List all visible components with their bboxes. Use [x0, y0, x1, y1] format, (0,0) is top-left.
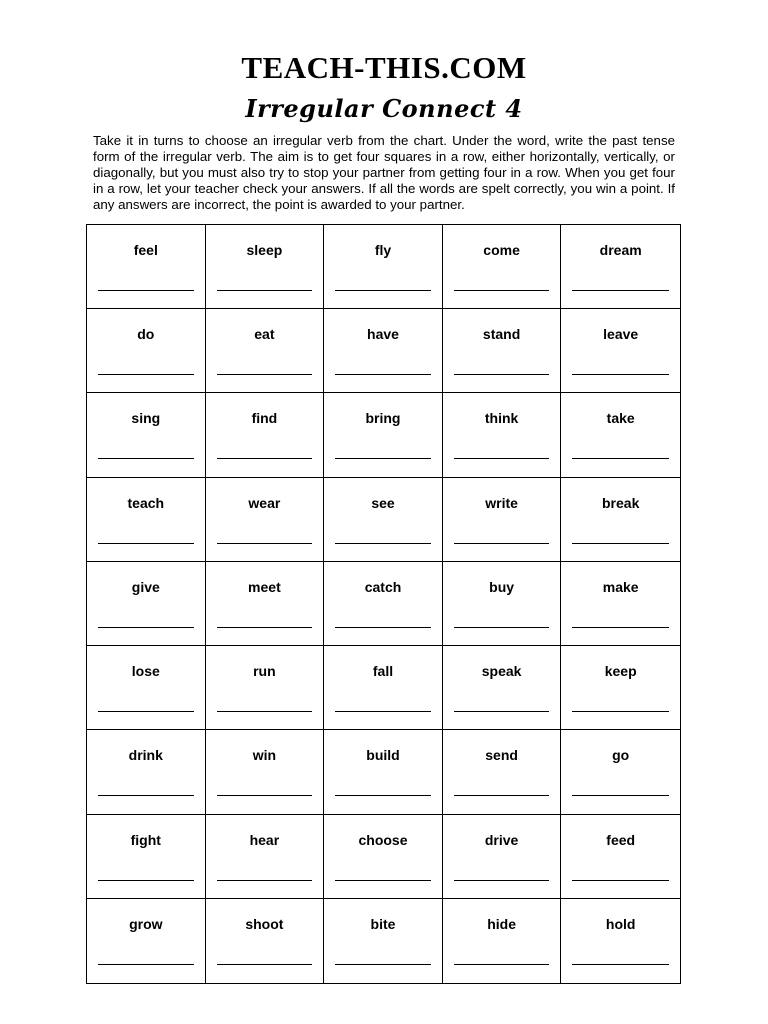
verb-label: lose — [131, 663, 160, 680]
verb-label: sing — [131, 410, 161, 427]
worksheet-title: Irregular Connect 4 — [245, 94, 523, 123]
answer-line[interactable] — [572, 458, 669, 459]
verb-label: hear — [249, 831, 280, 848]
grid-cell[interactable] — [324, 225, 443, 309]
answer-line[interactable] — [217, 964, 313, 965]
verb-label: bring — [365, 410, 401, 427]
verb-label: fight — [130, 831, 161, 848]
answer-line[interactable] — [98, 711, 194, 712]
verb-label: drive — [484, 831, 519, 848]
grid-cell[interactable] — [324, 646, 443, 730]
answer-line[interactable] — [335, 964, 431, 965]
verb-label: take — [606, 410, 635, 427]
grid-cell[interactable] — [206, 393, 325, 477]
answer-line[interactable] — [98, 795, 194, 796]
answer-line[interactable] — [572, 627, 669, 628]
instructions-paragraph: Take it in turns to choose an irregular verb from the chart. Under the word, write the past tense form of the irregular verb. The aim is to get four squares in a row, either horizontally, vertically, or diagonally, but you must also try to stop your partner from getting four in a row. When you get four in a row, let your teacher check your answers. If all the words are spelt correctly, you win a point. If any answers are incorrect, the point is awarded to your partner. — [93, 133, 675, 212]
verb-label: hold — [605, 915, 636, 932]
verb-label: fall — [372, 663, 394, 680]
verb-label: fly — [374, 242, 392, 258]
grid-cell[interactable] — [206, 478, 325, 562]
answer-line[interactable] — [98, 290, 194, 291]
grid-cell[interactable] — [561, 815, 680, 899]
answer-line[interactable] — [454, 627, 550, 628]
verb-label: meet — [248, 578, 281, 595]
answer-line[interactable] — [217, 795, 313, 796]
grid-cell[interactable] — [561, 899, 680, 983]
grid-cell[interactable] — [443, 815, 562, 899]
grid-cell[interactable] — [87, 646, 206, 730]
verb-label: find — [251, 410, 278, 427]
site-title: TEACH-THIS.COM — [241, 50, 527, 85]
verb-label: send — [485, 747, 518, 764]
answer-line[interactable] — [454, 964, 550, 965]
answer-line[interactable] — [572, 290, 669, 291]
verb-label: bite — [370, 915, 396, 932]
verb-label: write — [485, 494, 518, 511]
answer-line[interactable] — [454, 880, 550, 881]
verb-label: feel — [133, 242, 158, 258]
grid-cell[interactable] — [561, 393, 680, 477]
answer-line[interactable] — [98, 458, 194, 459]
verb-label: grow — [129, 915, 163, 932]
verb-label: eat — [254, 326, 275, 343]
answer-line[interactable] — [217, 458, 313, 459]
grid-cell[interactable] — [561, 225, 680, 309]
grid-cell[interactable] — [443, 899, 562, 983]
answer-line[interactable] — [572, 543, 669, 544]
answer-line[interactable] — [572, 880, 669, 881]
verb-label: sleep — [246, 242, 283, 258]
grid-cell[interactable] — [206, 646, 325, 730]
verb-label: drink — [128, 747, 163, 764]
answer-line[interactable] — [454, 543, 550, 544]
verb-label: choose — [358, 831, 408, 848]
verb-label: have — [367, 326, 399, 343]
answer-line[interactable] — [98, 543, 194, 544]
answer-line[interactable] — [454, 795, 550, 796]
verb-label: make — [602, 578, 639, 595]
verb-label: think — [484, 410, 519, 427]
answer-line[interactable] — [335, 458, 431, 459]
verb-label: dream — [599, 242, 642, 258]
grid-cell[interactable] — [443, 309, 562, 393]
answer-line[interactable] — [572, 795, 669, 796]
answer-line[interactable] — [98, 374, 194, 375]
grid-cell[interactable] — [87, 815, 206, 899]
grid-cell[interactable] — [324, 478, 443, 562]
verb-grid — [86, 224, 681, 984]
grid-cell[interactable] — [206, 815, 325, 899]
answer-line[interactable] — [454, 374, 550, 375]
answer-line[interactable] — [335, 711, 431, 712]
grid-cell[interactable] — [561, 730, 680, 814]
grid-cell[interactable] — [206, 730, 325, 814]
grid-cell[interactable] — [87, 730, 206, 814]
grid-cell[interactable] — [324, 562, 443, 646]
grid-cell[interactable] — [561, 646, 680, 730]
verb-label: wear — [248, 494, 281, 511]
answer-line[interactable] — [335, 627, 431, 628]
verb-label: teach — [127, 494, 165, 511]
verb-label: win — [252, 747, 277, 764]
answer-line[interactable] — [217, 880, 313, 881]
verb-label: leave — [603, 326, 639, 343]
grid-cell[interactable] — [443, 646, 562, 730]
verb-label: feed — [606, 831, 636, 848]
grid-cell[interactable] — [443, 562, 562, 646]
answer-line[interactable] — [217, 711, 313, 712]
answer-line[interactable] — [335, 374, 431, 375]
grid-cell[interactable] — [87, 899, 206, 983]
grid-cell[interactable] — [87, 562, 206, 646]
grid-cell[interactable] — [324, 899, 443, 983]
verb-label: catch — [364, 578, 402, 595]
grid-cell[interactable] — [561, 478, 680, 562]
grid-cell[interactable] — [206, 899, 325, 983]
answer-line[interactable] — [335, 543, 431, 544]
answer-line[interactable] — [98, 880, 194, 881]
grid-cell[interactable] — [324, 815, 443, 899]
answer-line[interactable] — [572, 711, 669, 712]
answer-line[interactable] — [217, 627, 313, 628]
verb-label: run — [253, 663, 276, 680]
grid-cell[interactable] — [443, 730, 562, 814]
verb-label: buy — [489, 578, 515, 595]
verb-label: do — [137, 326, 155, 343]
answer-line[interactable] — [572, 374, 669, 375]
verb-label: keep — [604, 663, 637, 680]
grid-cell[interactable] — [324, 730, 443, 814]
grid-cell[interactable] — [87, 478, 206, 562]
verb-label: build — [366, 747, 400, 764]
verb-label: hide — [487, 915, 516, 932]
verb-label: break — [602, 494, 640, 511]
answer-line[interactable] — [217, 374, 313, 375]
grid-cell[interactable] — [443, 478, 562, 562]
grid-cell[interactable] — [87, 225, 206, 309]
answer-line[interactable] — [98, 964, 194, 965]
grid-cell[interactable] — [443, 225, 562, 309]
grid-cell[interactable] — [206, 562, 325, 646]
answer-line[interactable] — [454, 711, 550, 712]
verb-label: see — [371, 494, 395, 511]
verb-label: stand — [482, 326, 521, 343]
answer-line[interactable] — [454, 290, 550, 291]
answer-line[interactable] — [217, 290, 313, 291]
answer-line[interactable] — [98, 627, 194, 628]
answer-line[interactable] — [454, 458, 550, 459]
answer-line[interactable] — [335, 795, 431, 796]
grid-cell[interactable] — [561, 309, 680, 393]
answer-line[interactable] — [335, 880, 431, 881]
verb-label: speak — [481, 663, 522, 680]
verb-label: shoot — [245, 915, 284, 932]
grid-cell[interactable] — [443, 393, 562, 477]
grid-cell[interactable] — [206, 225, 325, 309]
answer-line[interactable] — [572, 964, 669, 965]
grid-cell[interactable] — [324, 393, 443, 477]
verb-label: come — [483, 242, 520, 258]
grid-cell[interactable] — [324, 309, 443, 393]
grid-cell[interactable] — [206, 309, 325, 393]
grid-cell[interactable] — [561, 562, 680, 646]
answer-line[interactable] — [217, 543, 313, 544]
grid-cell[interactable] — [87, 309, 206, 393]
grid-cell[interactable] — [87, 393, 206, 477]
verb-label: go — [612, 747, 630, 764]
answer-line[interactable] — [335, 290, 431, 291]
verb-label: give — [131, 578, 160, 595]
